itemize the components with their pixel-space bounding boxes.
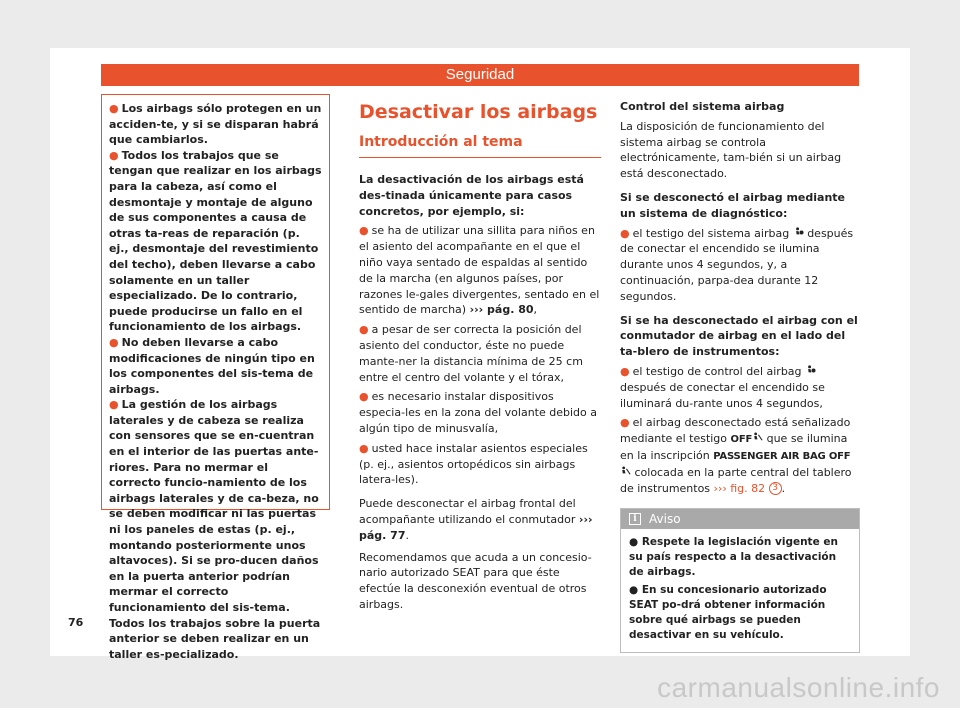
note-item: ● Respete la legislación vigente en su país respecto a la desactivación de airbags. <box>629 536 838 579</box>
paragraph: Puede desconectar el airbag frontal del acompañante utilizando el conmutador ››› pág. 77. <box>359 497 593 542</box>
subsection-title: Introducción al tema <box>359 132 601 158</box>
watermark: carmanualsonline.info <box>657 672 940 703</box>
note-box <box>620 508 860 653</box>
bullet-dot: ● <box>359 224 369 238</box>
bullet-dot: ● <box>620 364 630 378</box>
bullet-dot: ● <box>109 398 119 412</box>
header-bar: Seguridad <box>101 64 859 86</box>
bullet-dot: ● <box>109 102 119 115</box>
list-item: ● el testigo de control del airbag después de conectar el encendido se iluminará du-rante unos 4 segundos, <box>620 364 825 410</box>
figure-reference-link[interactable]: ››› fig. 82 <box>713 481 766 495</box>
page-reference-link[interactable]: ››› pág. 77 <box>359 512 593 542</box>
bullet-dot: ● <box>359 441 369 455</box>
heading-control-sistema: Control del sistema airbag <box>620 100 785 113</box>
warning-item: ● No deben llevarse a cabo modificaciones de ningún tipo en los componentes del sis-tema de airbags. <box>109 335 315 396</box>
figure-callout: 3 <box>769 482 782 495</box>
airbag-off-icon <box>620 466 631 477</box>
bullet-dot: ● <box>620 226 630 240</box>
airbag-off-icon <box>752 432 763 443</box>
bullet-dot: ● <box>620 416 630 430</box>
info-icon: i <box>629 513 641 525</box>
bullet-dot: ● <box>359 323 369 337</box>
off-indicator: OFF <box>730 434 753 446</box>
warning-item: ● Los airbags sólo protegen en un acciden-te, y si se disparan habrá que cambiarlos. <box>109 102 322 147</box>
middle-column <box>359 94 601 613</box>
note-item: ● En su concesionario autorizado SEAT po-drá obtener información sobre qué airbags se pueden desactivar en su vehículo. <box>629 584 827 642</box>
paragraph: Recomendamos que acuda a un concesio-nario autorizado SEAT para que éste efectúe la desconexión eventual de otros airbags. <box>359 550 592 611</box>
heading-conmutador: Si se ha desconectado el airbag con el conmutador de airbag en el lado del ta-blero de instrumentos: <box>620 313 858 359</box>
airbag-warning-icon <box>793 227 804 238</box>
list-item: ● es necesario instalar dispositivos especia-les en la zona del volante debido a algún tipo de minusvalía, <box>359 390 597 435</box>
airbag-warning-icon <box>805 365 816 376</box>
list-item: ● el airbag desconectado está señalizado mediante el testigo OFF que se ilumina en la inscripción PASSENGER AIR BAG OFF colocada en la parte central del tablero de instrumentos ››› fig. 82 3 . <box>620 416 852 495</box>
list-item: ● usted hace instalar asientos especiales (p. ej., asientos ortopédicos sin airbags latera-les). <box>359 441 588 487</box>
warning-box <box>101 94 330 661</box>
paragraph: La disposición de funcionamiento del sistema airbag se controla electrónicamente, tam-bién si un airbag está desconectado. <box>620 119 842 181</box>
list-item: ● el testigo del sistema airbag después de conectar el encendido se ilumina durante unos 4 segundos, y, a continuación, parpa-dea durante 12 segundos. <box>620 226 854 303</box>
list-item: ● a pesar de ser correcta la posición del asiento del conductor, éste no puede mante-ner la distancia mínima de 25 cm entre el centro del volante y el tórax, <box>359 323 583 384</box>
heading-diagnostico: Si se desconectó el airbag mediante un sistema de diagnóstico: <box>620 190 845 220</box>
passenger-airbag-off-label: PASSENGER AIR BAG OFF <box>713 450 851 462</box>
page-reference-link[interactable]: ››› pág. 80 <box>469 303 534 317</box>
list-item: ● se ha de utilizar una sillita para niños en el asiento del acompañante en el que el niño vaya sentado de espaldas al sentido de la marcha (en algunos países, por razones le-gales divergentes, sentado en el sentido de marcha) ››› pág. 80, <box>359 224 600 317</box>
bullet-dot: ● <box>109 148 119 162</box>
note-header: i Aviso <box>621 509 859 529</box>
bullet-dot: ● <box>109 335 119 349</box>
warning-item: ● Todos los trabajos que se tengan que realizar en los airbags para la cabeza, así como el desmontaje y montaje de alguno de sus componentes a causa de otras ta-reas de reparación (p. ej., desmontaje del revestimiento del techo), deben llevarse a cabo solamente en un taller especializado. De lo contrario, puede producirse un fallo en el funcionamiento de los airbags. <box>109 148 322 334</box>
lead-paragraph: La desactivación de los airbags está des-tinada únicamente para casos concretos, por ejemplo, si: <box>359 173 584 218</box>
warning-item: ● La gestión de los airbags laterales y de cabeza se realiza con sensores que se en-cuentran en el interior de las puertas ante-riores. Para no mermar el correcto funcio-namiento de los airbags laterales y de ca-beza, no se deben modificar ni las puertas ni los paneles de estas (p. ej., montando posteriormente unos altavoces). Si se pro-ducen daños en la puerta anterior podrían mermar el correcto funcionamiento del sis-tema. Todos los trabajos sobre la puerta anterior se deben realizar en un taller es-pecializado. <box>109 398 321 661</box>
note-body <box>621 529 859 652</box>
section-title: Desactivar los airbags <box>359 101 598 123</box>
page-number: 76 <box>68 616 84 629</box>
bullet-dot: ● <box>359 390 369 404</box>
right-column <box>620 94 860 653</box>
